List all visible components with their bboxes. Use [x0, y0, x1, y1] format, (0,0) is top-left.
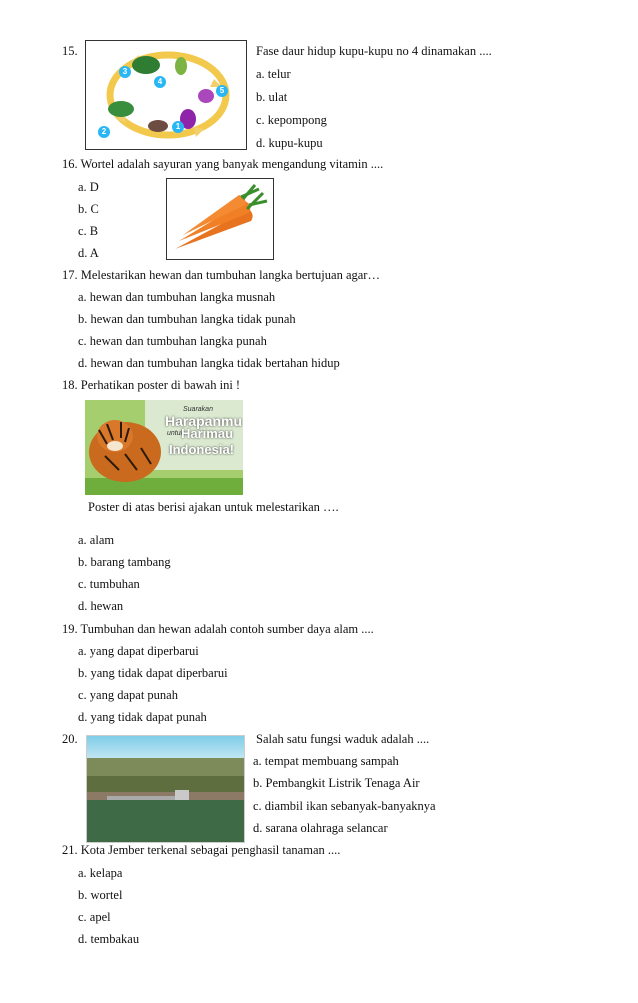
q20-option-b: b. Pembangkit Listrik Tenaga Air — [253, 776, 420, 790]
stage-label-3: 3 — [119, 66, 131, 78]
stage-label-4: 4 — [154, 76, 166, 88]
q17-option-d: d. hewan dan tumbuhan langka tidak bertahan hidup — [78, 356, 340, 370]
q15-option-a: a. telur — [256, 67, 291, 81]
q19-option-d: d. yang tidak dapat punah — [78, 710, 207, 724]
q19-option-c: c. yang dapat punah — [78, 688, 178, 702]
q18-option-c: c. tumbuhan — [78, 577, 140, 591]
reservoir-image — [86, 735, 245, 843]
q16-question: 16. Wortel adalah sayuran yang banyak mengandung vitamin .... — [62, 157, 384, 171]
stage-label-2: 2 — [98, 126, 110, 138]
poster-line-1: Suarakan — [183, 406, 213, 413]
poster-line-3: untuk — [167, 430, 185, 437]
q20-option-a: a. tempat membuang sampah — [253, 754, 399, 768]
q17-option-b: b. hewan dan tumbuhan langka tidak punah — [78, 312, 296, 326]
poster-line-4: Harimau — [181, 426, 234, 441]
q18-option-b: b. barang tambang — [78, 555, 171, 569]
q21-option-d: d. tembakau — [78, 932, 140, 946]
q20-number: 20. — [62, 732, 78, 746]
q21-question: 21. Kota Jember terkenal sebagai penghasil tanaman .... — [62, 843, 341, 857]
q15-option-c: c. kepompong — [256, 113, 327, 127]
q16-option-c: c. B — [78, 224, 99, 238]
q15-option-d: d. kupu-kupu — [256, 136, 323, 150]
q21-option-c: c. apel — [78, 910, 111, 924]
tiger-poster-image — [85, 400, 243, 495]
q21-option-a: a. kelapa — [78, 866, 123, 880]
q18-question: 18. Perhatikan poster di bawah ini ! — [62, 378, 241, 392]
poster-line-2: Harapanmu — [165, 413, 243, 429]
q15-number: 15. — [62, 44, 78, 58]
q19-option-a: a. yang dapat diperbarui — [78, 644, 199, 658]
butterfly-life-cycle-image — [85, 40, 247, 150]
q18-option-a: a. alam — [78, 533, 115, 547]
q18-prompt: Poster di atas berisi ajakan untuk melestarikan …. — [88, 500, 339, 514]
carrot-image — [166, 178, 274, 260]
stage-label-1: 1 — [172, 121, 184, 133]
q17-option-c: c. hewan dan tumbuhan langka punah — [78, 334, 267, 348]
q19-question: 19. Tumbuhan dan hewan adalah contoh sumber daya alam .... — [62, 622, 374, 636]
q18-option-d: d. hewan — [78, 599, 124, 613]
poster-line-5: Indonesia! — [169, 442, 235, 457]
q21-option-b: b. wortel — [78, 888, 123, 902]
q20-question: Salah satu fungsi waduk adalah .... — [256, 732, 430, 746]
q16-option-a: a. D — [78, 180, 99, 194]
q17-option-a: a. hewan dan tumbuhan langka musnah — [78, 290, 276, 304]
q19-option-b: b. yang tidak dapat diperbarui — [78, 666, 228, 680]
stage-label-5: 5 — [216, 85, 228, 97]
q16-option-d: d. A — [78, 246, 99, 260]
q20-option-c: c. diambil ikan sebanyak-banyaknya — [253, 799, 436, 813]
q15-option-b: b. ulat — [256, 90, 288, 104]
q15-question: Fase daur hidup kupu-kupu no 4 dinamakan .... — [256, 44, 492, 58]
q20-option-d: d. sarana olahraga selancar — [253, 821, 388, 835]
q17-question: 17. Melestarikan hewan dan tumbuhan langka bertujuan agar… — [62, 268, 380, 282]
q16-option-b: b. C — [78, 202, 99, 216]
